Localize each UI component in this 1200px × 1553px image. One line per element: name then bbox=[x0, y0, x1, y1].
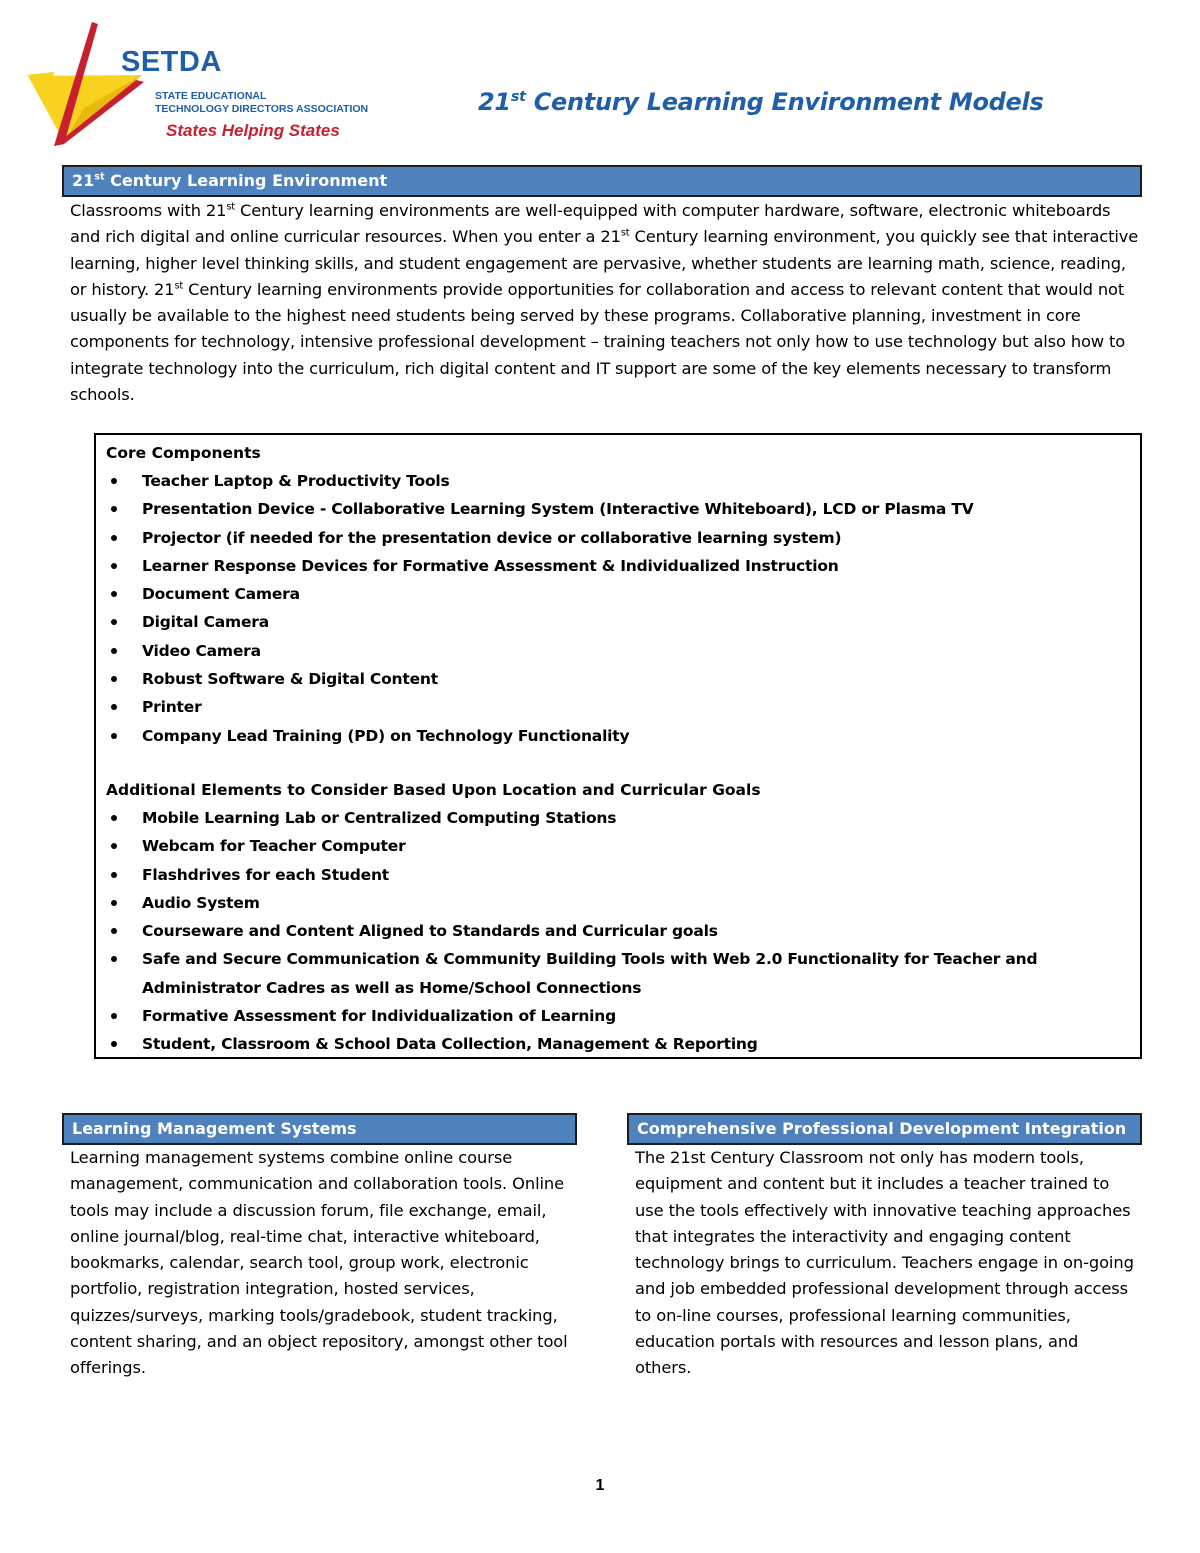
header-sup: st bbox=[94, 171, 105, 183]
title-prefix: 21 bbox=[478, 88, 511, 116]
list-item: Video Camera bbox=[106, 637, 1130, 665]
list-item: Printer bbox=[106, 693, 1130, 721]
logo-org-name: SETDA bbox=[121, 46, 222, 78]
pd-paragraph: The 21st Century Classroom not only has modern tools, equipment and content but it includes a teacher trained to use the tools effectively with innovative teaching approaches that integrates the interactivity and engaging content technology brings to curriculum. Teachers engage in on-going and job embedded professional development through access to on-line courses, professional learning communities, education portals with resources and lesson plans, and others. bbox=[635, 1148, 1134, 1378]
lms-paragraph: Learning management systems combine online course management, communication and collaboration tools. Online tools may include a discussion forum, file exchange, email, online journal/blog, real-time chat, interactive whiteboard, bookmarks, calendar, search tool, group work, electronic portfolio, registration integration, hosted services, quizzes/surveys, marking tools/gradebook, student tracking, content sharing, and an object repository, amongst other tool offerings. bbox=[70, 1148, 568, 1378]
additional-elements-list bbox=[106, 804, 1130, 1059]
header-rest: Century Learning Environment bbox=[104, 171, 388, 190]
list-item: Student, Classroom & School Data Collection, Management & Reporting bbox=[106, 1030, 1130, 1058]
intro-text-4: Century learning environments provide opportunities for collaboration and access to relevant content that would not usually be available to the highest need students being served by these programs. Collaborative planning, investment in core components for technology, intensive professional development – training teachers not only how to use technology but also how to integrate technology into the curriculum, rich digital content and IT support are some of the key elements necessary to transform schools. bbox=[70, 279, 1126, 405]
logo-full-name bbox=[155, 90, 368, 116]
core-components-heading: Core Components bbox=[106, 444, 261, 462]
section-header-learning-environment bbox=[62, 165, 1142, 197]
core-components-list bbox=[106, 467, 1130, 750]
list-item: Learner Response Devices for Formative Assessment & Individualized Instruction bbox=[106, 552, 1130, 580]
list-item: Robust Software & Digital Content bbox=[106, 665, 1130, 693]
list-item: Presentation Device - Collaborative Learning System (Interactive Whiteboard), LCD or Plasma TV bbox=[106, 495, 1130, 523]
intro-sup-2: st bbox=[620, 227, 630, 239]
logo-full-line1: STATE EDUCATIONAL bbox=[155, 90, 267, 102]
list-item: Audio System bbox=[106, 889, 1130, 917]
setda-logo bbox=[24, 20, 384, 148]
list-item: Teacher Laptop & Productivity Tools bbox=[106, 467, 1130, 495]
document-title bbox=[478, 88, 1043, 116]
intro-text-1: Classrooms with 21 bbox=[70, 201, 227, 220]
components-box bbox=[94, 433, 1142, 1059]
list-item: Mobile Learning Lab or Centralized Computing Stations bbox=[106, 804, 1130, 832]
list-item: Company Lead Training (PD) on Technology Functionality bbox=[106, 722, 1130, 750]
logo-full-line2: TECHNOLOGY DIRECTORS ASSOCIATION bbox=[155, 103, 369, 115]
list-item: Document Camera bbox=[106, 580, 1130, 608]
list-item: Flashdrives for each Student bbox=[106, 861, 1130, 889]
list-item: Projector (if needed for the presentation device or collaborative learning system) bbox=[106, 524, 1130, 552]
section-header-professional-development: Comprehensive Professional Development Integration bbox=[627, 1113, 1142, 1145]
list-item: Safe and Secure Communication & Community Building Tools with Web 2.0 Functionality for Teacher and Administrator Cadres as well as Home/School Connections bbox=[106, 945, 1130, 1002]
section-header-lms: Learning Management Systems bbox=[62, 1113, 577, 1145]
intro-paragraph bbox=[70, 198, 1145, 408]
intro-text-3: Century learning environment, you quickly see that interactive learning, higher level thinking skills, and student engagement are pervasive, whether students are learning math, science, reading, or history. 21 bbox=[70, 227, 1139, 299]
intro-sup-1: st bbox=[226, 201, 235, 213]
title-sup: st bbox=[510, 89, 526, 105]
intro-sup-3: st bbox=[174, 280, 184, 292]
star-swoosh-icon bbox=[24, 20, 174, 150]
list-item: Webcam for Teacher Computer bbox=[106, 832, 1130, 860]
logo-tagline: States Helping States bbox=[166, 121, 340, 140]
list-item: Courseware and Content Aligned to Standards and Curricular goals bbox=[106, 917, 1130, 945]
list-item: Digital Camera bbox=[106, 608, 1130, 636]
header-prefix: 21 bbox=[72, 171, 95, 190]
title-rest: Century Learning Environment Models bbox=[525, 88, 1044, 116]
page-number: 1 bbox=[595, 1477, 605, 1494]
intro-text-2: Century learning environments are well-equipped with computer hardware, software, electronic whiteboards and rich digital and online curricular resources. When you enter a 21 bbox=[70, 201, 1111, 247]
list-item: Formative Assessment for Individualization of Learning bbox=[106, 1002, 1130, 1030]
additional-elements-heading: Additional Elements to Consider Based Upon Location and Curricular Goals bbox=[106, 780, 761, 799]
